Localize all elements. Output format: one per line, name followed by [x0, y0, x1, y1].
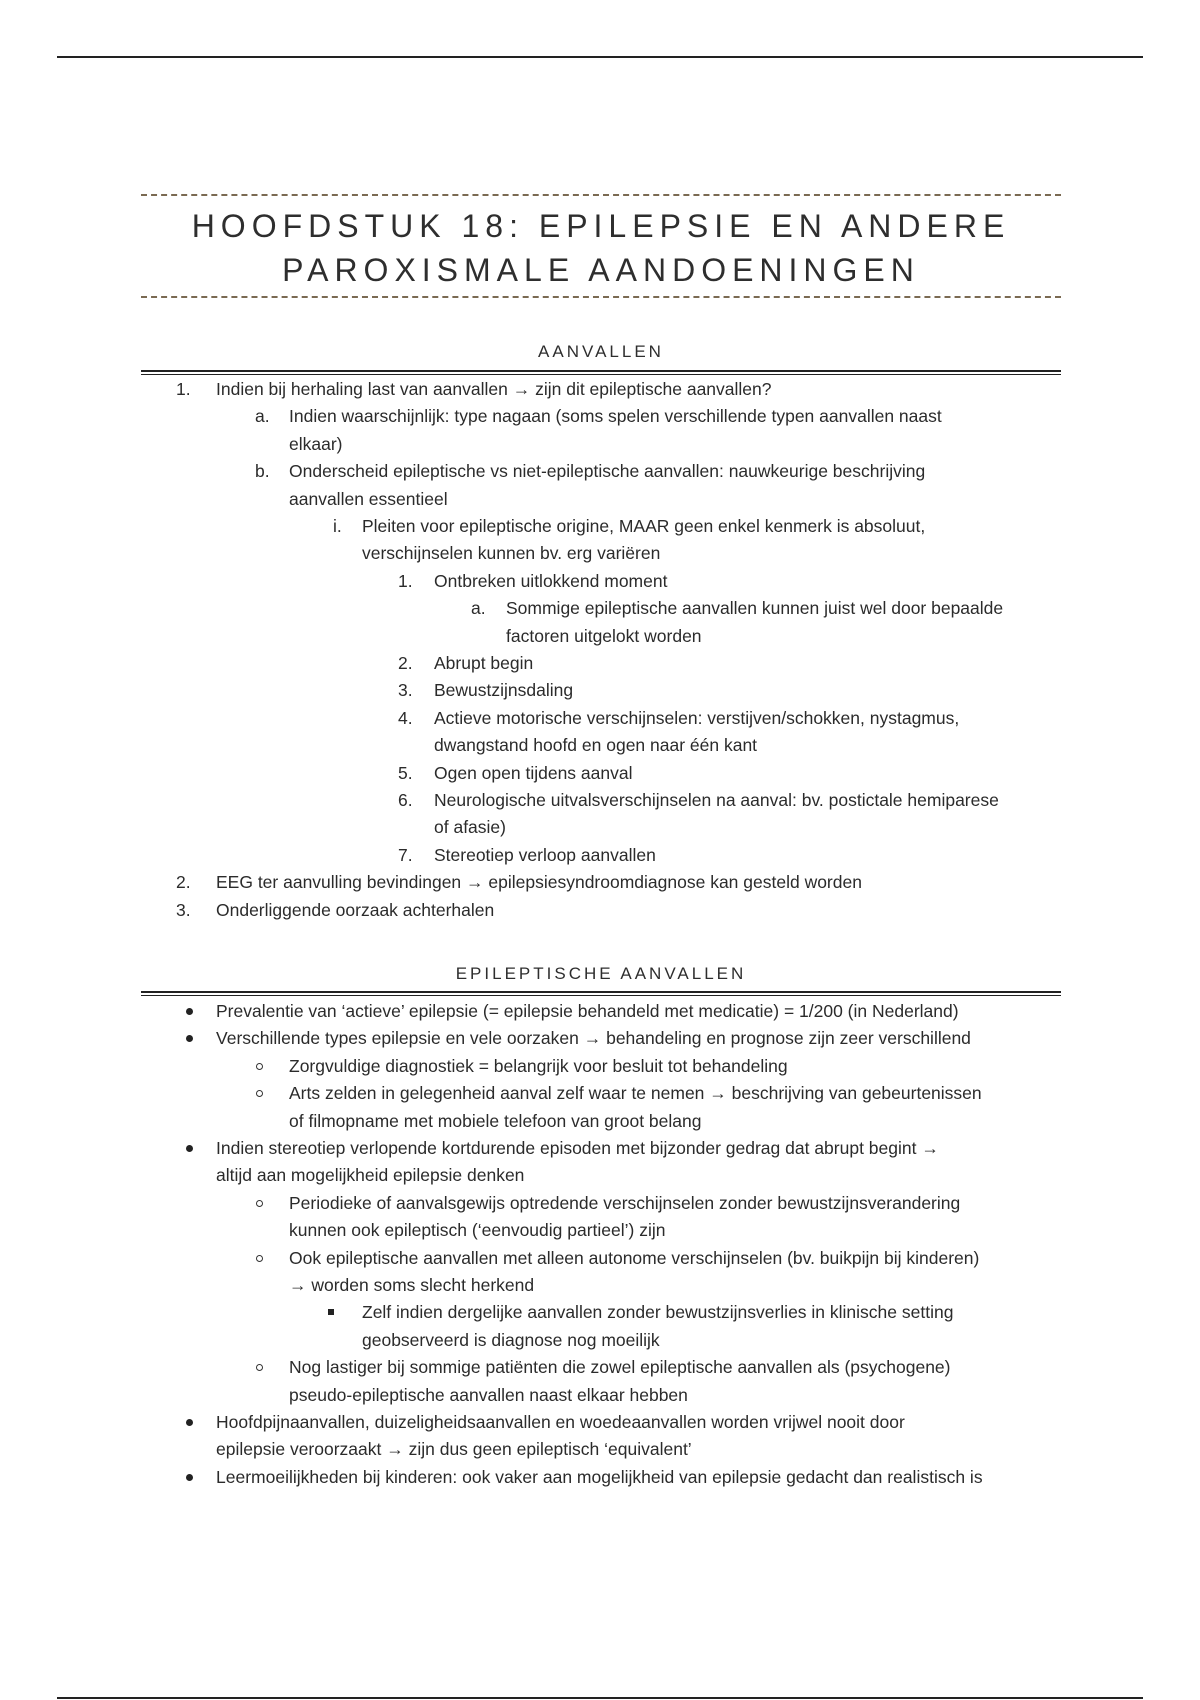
section-rule-epileptische-aanvallen: [141, 991, 1061, 996]
list-item-line: factoren uitgelokt worden: [506, 625, 702, 646]
list-item-line: elkaar): [289, 433, 343, 454]
list-item-line: of afasie): [434, 817, 506, 838]
section-heading-epileptische-aanvallen: EPILEPTISCHE AANVALLEN: [455, 964, 747, 983]
circle-marker: [256, 1090, 263, 1097]
list-marker: 1.: [398, 570, 413, 591]
list-item-line: Onderliggende oorzaak achterhalen: [216, 899, 495, 920]
bullet-marker: [186, 1035, 193, 1042]
list-item-line: → worden soms slecht herkend: [289, 1275, 535, 1295]
list-marker: i.: [333, 516, 342, 536]
list-item-line: Hoofdpijnaanvallen, duizeligheidsaanvallen en woedeaanvallen worden vrijwel nooit door: [216, 1412, 905, 1432]
list-item-line: Leermoeilijkheden bij kinderen: ook vaker aan mogelijkheid van epilepsie gedacht dan realistisch is: [216, 1466, 983, 1487]
list-item-line: Stereotiep verloop aanvallen: [434, 844, 656, 865]
list-item-line: Onderscheid epileptische vs niet-epileptische aanvallen: nauwkeurige beschrijving: [289, 461, 926, 482]
list-item-line: Ontbreken uitlokkend moment: [434, 570, 668, 591]
title-dashed-rule-top: [141, 194, 1061, 196]
list-marker: 4.: [398, 707, 413, 728]
list-marker: a.: [471, 598, 486, 619]
title-dashed-rule-bottom: [141, 296, 1061, 298]
circle-marker: [256, 1200, 263, 1207]
list-item-line: Zelf indien dergelijke aanvallen zonder bewustzijnsverlies in klinische setting: [362, 1302, 954, 1323]
circle-marker: [256, 1255, 263, 1262]
list-marker: 6.: [398, 790, 413, 810]
list-item-line: Abrupt begin: [434, 653, 534, 673]
list-item-line: altijd aan mogelijkheid epilepsie denken: [216, 1165, 525, 1186]
list-item-line: EEG ter aanvulling bevindingen → epilepsiesyndroomdiagnose kan gesteld worden: [216, 872, 862, 893]
list-marker: a.: [255, 406, 270, 427]
list-item-line: Verschillende types epilepsie en vele oorzaken → behandeling en prognose zijn zeer verschillend: [216, 1028, 971, 1049]
list-item-line: Sommige epileptische aanvallen kunnen juist wel door bepaalde: [506, 598, 1004, 619]
list-item-line: pseudo-epileptische aanvallen naast elkaar hebben: [289, 1384, 688, 1405]
list-item-line: Indien bij herhaling last van aanvallen → zijn dit epileptische aanvallen?: [216, 379, 772, 399]
circle-marker: [256, 1364, 263, 1371]
list-item-line: Indien stereotiep verlopende kortdurende episoden met bijzonder gedrag dat abrupt begint →: [216, 1138, 939, 1158]
list-marker: 1.: [176, 379, 191, 399]
list-item-line: of filmopname met mobiele telefoon van groot belang: [289, 1110, 702, 1131]
bullet-marker: [186, 1474, 193, 1481]
list-item-line: Nog lastiger bij sommige patiënten die zowel epileptische aanvallen als (psychogene): [289, 1357, 951, 1378]
title-block: [141, 194, 1061, 298]
list-item-line: Indien waarschijnlijk: type nagaan (soms spelen verschillende typen aanvallen naast: [289, 406, 942, 427]
list-item-line: Prevalentie van ‘actieve’ epilepsie (= epilepsie behandeld met medicatie) = 1/200 (in Nederland): [216, 1001, 959, 1021]
list-item-line: geobserveerd is diagnose nog moeilijk: [362, 1329, 660, 1350]
list-item-line: Ook epileptische aanvallen met alleen autonome verschijnselen (bv. buikpijn bij kinderen): [289, 1247, 980, 1268]
list-marker: 2.: [176, 872, 191, 893]
section-heading-aanvallen: AANVALLEN: [538, 342, 664, 361]
list-item-line: verschijnselen kunnen bv. erg variëren: [362, 543, 661, 564]
list-item-line: Ogen open tijdens aanval: [434, 762, 633, 783]
list-marker: 5.: [398, 762, 413, 783]
list-item-line: Actieve motorische verschijnselen: verstijven/schokken, nystagmus,: [434, 707, 960, 728]
list-item-line: Arts zelden in gelegenheid aanval zelf waar te nemen → beschrijving van gebeurtenissen: [289, 1083, 982, 1104]
list-marker: 3.: [176, 899, 191, 920]
page-bottom-rule: [57, 1697, 1143, 1699]
circle-marker: [256, 1063, 263, 1070]
section-rule-aanvallen: [141, 370, 1061, 375]
list-marker: 3.: [398, 680, 413, 701]
list-item-line: dwangstand hoofd en ogen naar één kant: [434, 735, 758, 756]
chapter-title: [141, 204, 1061, 292]
list-marker: 7.: [398, 844, 413, 865]
bullet-marker: [186, 1008, 193, 1015]
chapter-title-line-2: PAROXISMALE AANDOENINGEN: [282, 252, 920, 288]
page-top-rule: [57, 56, 1143, 58]
square-marker: [328, 1309, 334, 1315]
list-item-line: aanvallen essentieel: [289, 488, 448, 509]
list-item-line: epilepsie veroorzaakt → zijn dus geen epileptisch ‘equivalent’: [216, 1439, 692, 1460]
list-item-line: Bewustzijnsdaling: [434, 680, 574, 701]
list-item-line: Neurologische uitvalsverschijnselen na aanval: bv. postictale hemiparese: [434, 790, 999, 810]
list-marker: b.: [255, 461, 270, 482]
chapter-title-line-1: HOOFDSTUK 18: EPILEPSIE EN ANDERE: [191, 208, 1011, 244]
list-item-line: Periodieke of aanvalsgewijs optredende verschijnselen zonder bewustzijnsverandering: [289, 1192, 961, 1213]
list-item-line: Zorgvuldige diagnostiek = belangrijk voor besluit tot behandeling: [289, 1055, 788, 1076]
list-item-line: Pleiten voor epileptische origine, MAAR geen enkel kenmerk is absoluut,: [362, 516, 926, 536]
list-marker: 2.: [398, 653, 413, 673]
bullet-marker: [186, 1419, 193, 1426]
bullet-marker: [186, 1145, 193, 1152]
list-item-line: kunnen ook epileptisch (‘eenvoudig partieel’) zijn: [289, 1220, 666, 1241]
